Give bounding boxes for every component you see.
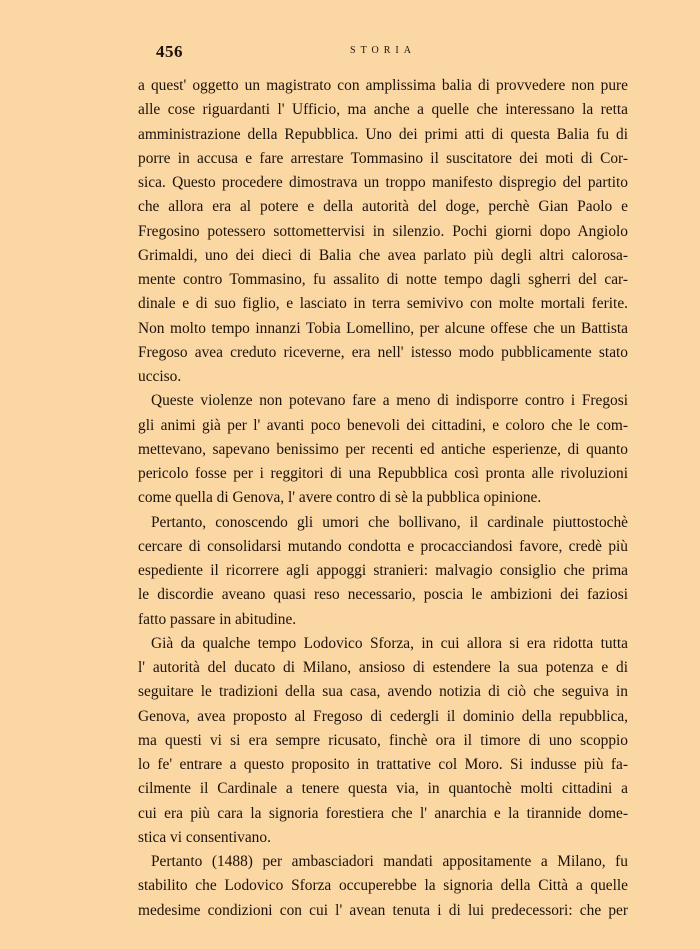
text-line: Pertanto (1488) per ambasciadori mandati appositamente a Milano, fu: [151, 853, 628, 870]
text-line: stabilito che Lodovico Sforza occuperebbe la signoria della Città a quelle: [138, 877, 628, 895]
text-line: medesime condizioni con cui l' avean tenuta i di lui predecessori: che per: [138, 901, 628, 919]
text-line: espediente il ricorrere agli appoggi stranieri: malvagio consiglio che prima: [138, 562, 628, 579]
text-line: l' autorità del ducato di Milano, ansioso di estendere la sua potenza e di: [138, 659, 628, 676]
paragraph: [138, 389, 628, 510]
text-line: porre in accusa e fare arrestare Tommasino il suscitatore dei moti di Cor-: [138, 149, 628, 167]
text-line: lo fe' entrare a questo proposito in trattative col Moro. Si indusse più fa-: [138, 756, 628, 773]
text-line: Queste violenze non potevano fare a meno di indisporre contro i Fregosi: [151, 392, 628, 410]
text-line: sica. Questo procedere dimostrava un troppo manifesto dispregio del partito: [138, 174, 628, 191]
text-line: cilmente il Cardinale a tenere questa via, in quantochè molti cittadini a: [138, 780, 628, 798]
paragraph: [138, 850, 628, 923]
paragraph: [138, 632, 628, 850]
text-line: mente contro Tommasino, fu assalito di notte tempo dagli sgherri del car-: [138, 271, 628, 288]
body-text: [138, 74, 628, 923]
text-line: Genova, avea proposto al Fregoso di cedergli il dominio della repubblica,: [138, 707, 628, 725]
text-line: Non molto tempo innanzi Tobia Lomellino, per alcune offese che un Battista: [138, 319, 628, 337]
text-line: a quest' oggetto un magistrato con amplissima balia di provvedere non pure: [138, 77, 628, 94]
text-line: cui era più cara la signoria forestiera che l' anarchia e la tirannide dome-: [138, 804, 628, 822]
text-line: le discordie aveano quasi reso necessario, poscia le ambizioni dei faziosi: [138, 586, 628, 604]
page-number: 456: [156, 42, 183, 61]
text-line: alle cose riguardanti l' Ufficio, ma anche a quelle che interessano la retta: [138, 101, 628, 119]
text-line: Già da qualche tempo Lodovico Sforza, in cui allora si era ridotta tutta: [151, 634, 628, 652]
text-line: amministrazione della Repubblica. Uno dei primi atti di questa Balia fu di: [138, 125, 628, 143]
text-line: Grimaldi, uno dei dieci di Balia che avea parlato più degli altri calorosa-: [138, 246, 628, 264]
text-line: ucciso.: [138, 368, 182, 385]
text-line: stica vi consentivano.: [138, 828, 271, 846]
text-line: cercare di consolidarsi mutando condotta e procacciandosi favore, credè più: [138, 537, 628, 555]
paragraph: [138, 511, 628, 632]
text-line: Fregosino potessero sottomettervisi in silenzio. Pochi giorni dopo Angiolo: [138, 222, 628, 240]
text-line: dinale e di suo figlio, e lasciato in terra semivivo con molte mortali ferite.: [138, 295, 628, 313]
paragraph: [138, 74, 628, 389]
text-line: come quella di Genova, l' avere contro di sè la pubblica opinione.: [138, 489, 542, 507]
page-header: [138, 42, 628, 66]
text-line: pericolo fosse per i reggitori di una Repubblica così pronta alle rivoluzioni: [138, 465, 628, 482]
text-line: seguitare le tradizioni della sua casa, avendo notizia di ciò che seguiva in: [138, 683, 628, 701]
text-line: gli animi già per l' avanti poco benevoli dei cittadini, e coloro che le com-: [138, 416, 628, 434]
text-line: Pertanto, conoscendo gli umori che bollivano, il cardinale piuttostochè: [151, 513, 628, 531]
text-line: Fregoso avea creduto riceverne, era nell' istesso modo pubblicamente stato: [138, 343, 628, 361]
text-line: fatto passare in abitudine.: [138, 610, 297, 628]
text-line: che allora era al potere e della autorità del doge, perchè Gian Paolo e: [138, 198, 628, 216]
text-line: ma questi vi si era sempre ricusato, finchè ora il timore di uno scoppio: [138, 731, 628, 749]
text-line: mettevano, sapevano benissimo per recenti ed antiche esperienze, di quanto: [138, 440, 628, 458]
running-title: STORIA: [350, 45, 416, 56]
